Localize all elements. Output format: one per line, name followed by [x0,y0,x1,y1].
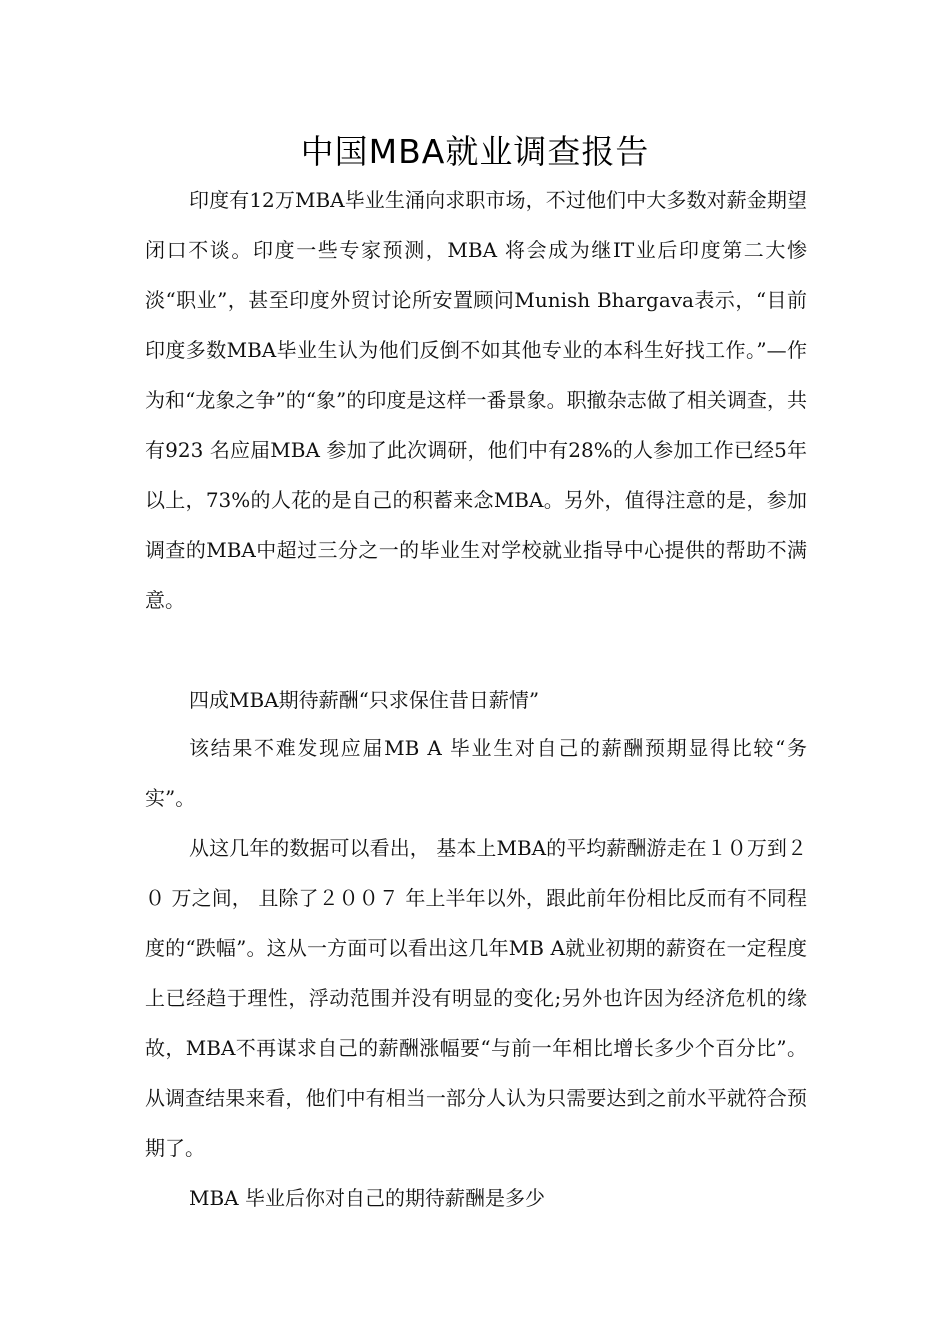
document-title: 中国MBA就业调查报告 [300,132,650,171]
survey-question: MBA 毕业后你对自己的期待薪酬是多少 [189,1186,545,1210]
paragraph-india-mba-market: 印度有12万MBA毕业生涌向求职市场，不过他们中大多数对薪金期望闭口不谈。印度一些专家预测，MBA 将会成为继IT业后印度第二大惨淡“职业”，甚至印度外贸讨论所安置顾问Munish Bhargava表示，“目前印度多数MBA毕业生认为他们反倒不如其他专业的本科生好找工作。”—作为和“龙象之争”的“象”的印度是这样一番景象。职撤杂志做了相关调查，共有923 名应届MBA 参加了此次调研，他们中有28%的人参加工作已经5年以上，73%的人花的是自己的积蓄来念MBA。另外，值得注意的是，参加调查的MBA中超过三分之一的毕业生对学校就业指导中心提供的帮助不满意。 [145,188,807,612]
paragraph-pragmatic-expectation: 该结果不难发现应届MB A 毕业生对自己的薪酬预期显得比较“务实”。 [145,736,807,810]
paragraph-salary-trend: 从这几年的数据可以看出， 基本上MBA的平均薪酬游走在１０万到２０ 万之间， 且除了２００７ 年上半年以外，跟此前年份相比反而有不同程度的“跌幅”。这从一方面可以看出这几年MB A就业初期的薪资在一定程度上已经趋于理性，浮动范围并没有明显的变化;另外也许因为经济危机的缘故，MBA不再谋求自己的薪酬涨幅要“与前一年相比增长多少个百分比”。从调查结果来看，他们中有相当一部分人认为只需要达到之前水平就符合预期了。 [145,836,807,1160]
section-heading-salary-expectation: 四成MBA期待薪酬“只求保住昔日薪情” [189,688,540,712]
